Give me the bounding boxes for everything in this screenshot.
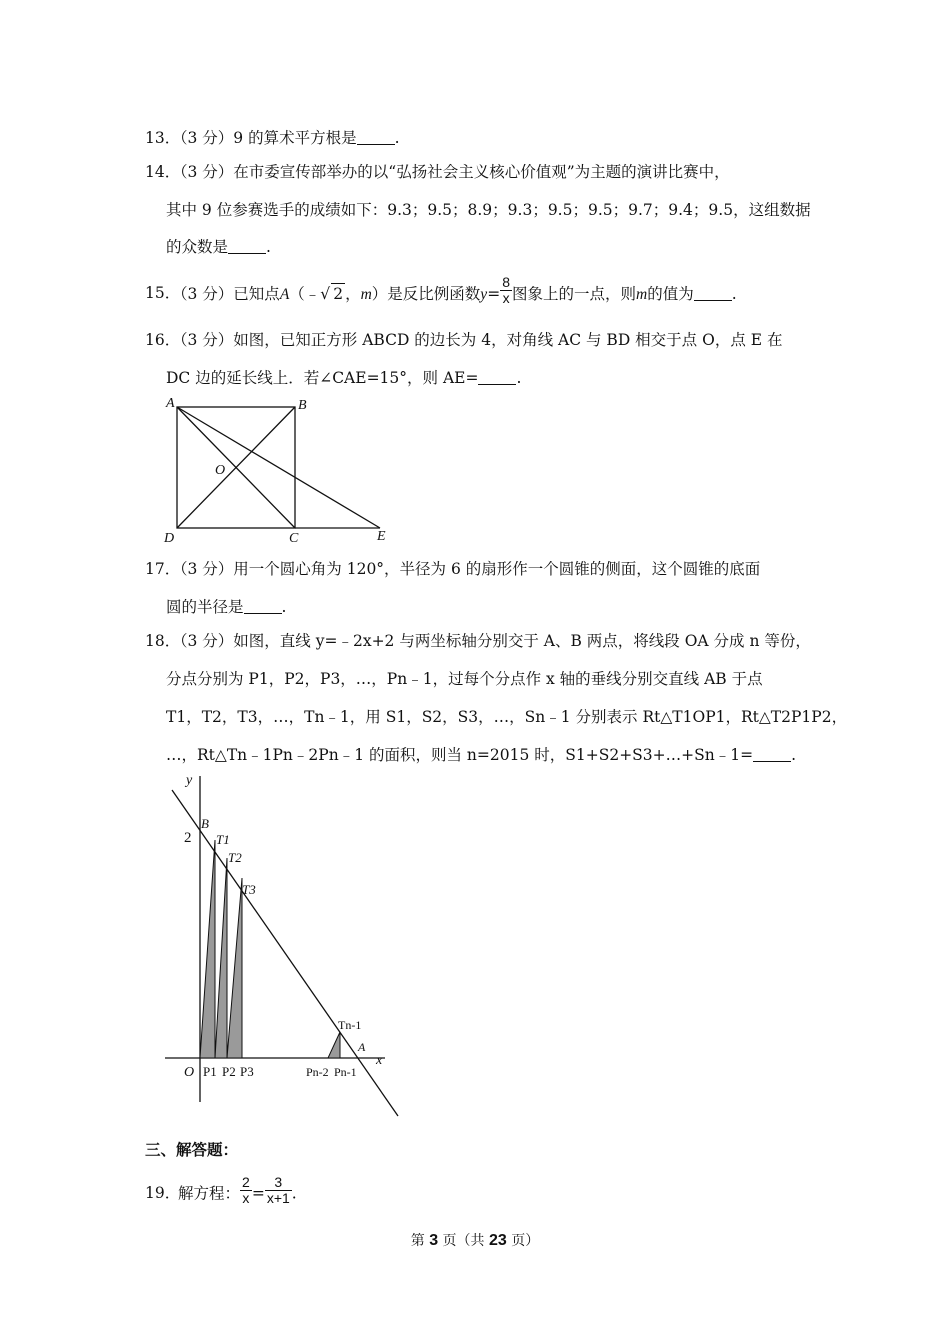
q15-fraction — [500, 275, 512, 306]
q15-frac-den: x — [502, 289, 510, 306]
label-b: B — [298, 398, 307, 413]
q14-text3: 的众数是 — [166, 238, 229, 256]
q17-end: . — [281, 598, 287, 616]
q15-text: ）是反比例函数 — [371, 285, 481, 303]
q16-score: （3 分） — [172, 331, 234, 349]
q16-number: 16． — [145, 331, 181, 349]
q15-score: （3 分） — [172, 285, 234, 303]
q17-text2: 圆的半径是 — [166, 598, 244, 616]
q18-text4: …，Rt△Tn﹣1Pn﹣2Pn﹣1 的面积，则当 n=2015 时，S1+S2+S3+…+Sn﹣1= — [166, 746, 754, 764]
q14-line3 — [166, 237, 271, 257]
q19-f2-den: x+1 — [266, 1190, 290, 1206]
segment-ae — [177, 407, 380, 528]
label-o: O — [184, 1065, 195, 1080]
q19-fraction-1 — [240, 1175, 252, 1206]
section-heading: 三、解答题： — [145, 1141, 239, 1159]
label-tn1: Tn-1 — [338, 1018, 362, 1032]
label-t1: T1 — [216, 832, 230, 847]
q16-blank — [478, 370, 516, 385]
label-p1: P1 — [203, 1064, 217, 1079]
q18-text3: T1，T2，T3，…，Tn﹣1，用 S1，S2，S3，…，Sn﹣1 分别表示 Rt△T1OP1，Rt△T2P1P2， — [166, 708, 848, 726]
q13-end: . — [394, 129, 400, 147]
q18-score: （3 分） — [172, 632, 234, 650]
q19-f1-num: 2 — [242, 1174, 250, 1190]
label-b: B — [201, 816, 209, 831]
page-footer: 第 3 页（共 23 页） — [410, 1232, 540, 1249]
q14-blank — [228, 239, 266, 254]
q18-text1: 如图，直线 y=﹣2x+2 与两坐标轴分别交于 A、B 两点，将线段 OA 分成 n 等份， — [233, 632, 811, 650]
q18-blank — [753, 747, 791, 762]
q15-text: 的值为 — [647, 285, 694, 303]
label-e: E — [377, 529, 386, 544]
q19-f1-den: x — [242, 1190, 250, 1206]
q13-score: （3 分） — [172, 129, 234, 147]
q13-blank — [357, 130, 395, 145]
shaded-triangle-2 — [215, 858, 227, 1058]
shaded-triangle-n — [328, 1032, 340, 1058]
q15-blank — [694, 286, 732, 301]
label-x: x — [376, 1053, 383, 1068]
q16-end: . — [516, 369, 522, 387]
q18-line4 — [166, 745, 796, 765]
label-d: D — [164, 531, 175, 546]
q13-number: 13． — [145, 129, 181, 147]
q15-end: . — [731, 285, 737, 303]
q19-fraction-2 — [265, 1175, 292, 1206]
page-total: 23 — [489, 1232, 507, 1249]
label-two: 2 — [184, 830, 192, 846]
q19-end: . — [291, 1184, 297, 1203]
shaded-triangle-1 — [200, 840, 215, 1058]
shaded-triangle-3 — [227, 878, 242, 1058]
q14-number: 14． — [145, 163, 181, 181]
q18-end: . — [791, 746, 797, 764]
label-a: A — [358, 1040, 366, 1054]
q15-number: 15． — [145, 284, 181, 302]
q14-text1: 在市委宣传部举办的以“弘扬社会主义核心价值观”为主题的演讲比赛中， — [233, 163, 730, 181]
label-p2: P2 — [222, 1064, 236, 1079]
label-t2: T2 — [228, 850, 242, 865]
q13-text: 9 的算术平方根是 — [233, 129, 357, 147]
q17-text1: 用一个圆心角为 120°，半径为 6 的扇形作一个圆锥的侧面，这个圆锥的底面 — [233, 560, 761, 578]
q15-var-m: m — [636, 286, 648, 303]
q15-point-a: A — [279, 286, 290, 303]
label-pn2: Pn-2 — [306, 1065, 329, 1079]
q16-square-figure — [160, 394, 400, 546]
q16-text1: 如图，已知正方形 ABCD 的边长为 4，对角线 AC 与 BD 相交于点 O，点 E 在 — [233, 331, 783, 349]
q19-number: 19． — [145, 1184, 181, 1202]
label-p3: P3 — [240, 1064, 254, 1079]
q16-text2: DC 边的延长线上．若∠CAE=15°，则 AE= — [166, 369, 479, 387]
q15-text: ， — [345, 285, 361, 303]
q19-text: 解方程： — [178, 1184, 241, 1203]
q15-equals: = — [487, 285, 501, 303]
q14-score: （3 分） — [172, 163, 234, 181]
q15-text: 已知点 — [233, 285, 280, 303]
sqrt-symbol: √ — [320, 285, 331, 303]
q15-var-y: y — [480, 286, 488, 303]
q16-line2 — [166, 368, 521, 388]
q15-var-m: m — [360, 286, 372, 303]
q14-end: . — [266, 238, 271, 256]
q15-text: （﹣ — [289, 285, 321, 303]
q15-frac-num: 8 — [502, 273, 510, 290]
q19-equals: = — [251, 1184, 265, 1203]
q14-text2: 其中 9 位参赛选手的成绩如下：9.3；9.5；8.9；9.3；9.5；9.5；9.7；9.4；9.5，这组数据 — [166, 201, 811, 219]
q18-text2: 分点分别为 P1，P2，P3，…，Pn﹣1，过每个分点作 x 轴的垂线分别交直线 AB 于点 — [166, 670, 763, 688]
q18-number: 18． — [145, 632, 181, 650]
label-t3: T3 — [242, 882, 256, 897]
label-a: A — [166, 396, 175, 411]
q18-line-figure — [160, 770, 410, 1120]
label-c: C — [289, 531, 299, 546]
page-number: 3 — [429, 1232, 439, 1249]
q17-score: （3 分） — [172, 560, 234, 578]
q17-line2 — [166, 597, 286, 617]
label-pn1: Pn-1 — [334, 1065, 357, 1079]
q17-blank — [244, 599, 282, 614]
label-o: O — [215, 463, 226, 478]
label-y: y — [186, 773, 193, 788]
q19-f2-num: 3 — [265, 1175, 292, 1191]
q17-number: 17． — [145, 560, 181, 578]
q15-text: 图象上的一点，则 — [511, 285, 636, 303]
q15-sqrt-arg: 2 — [333, 285, 344, 303]
